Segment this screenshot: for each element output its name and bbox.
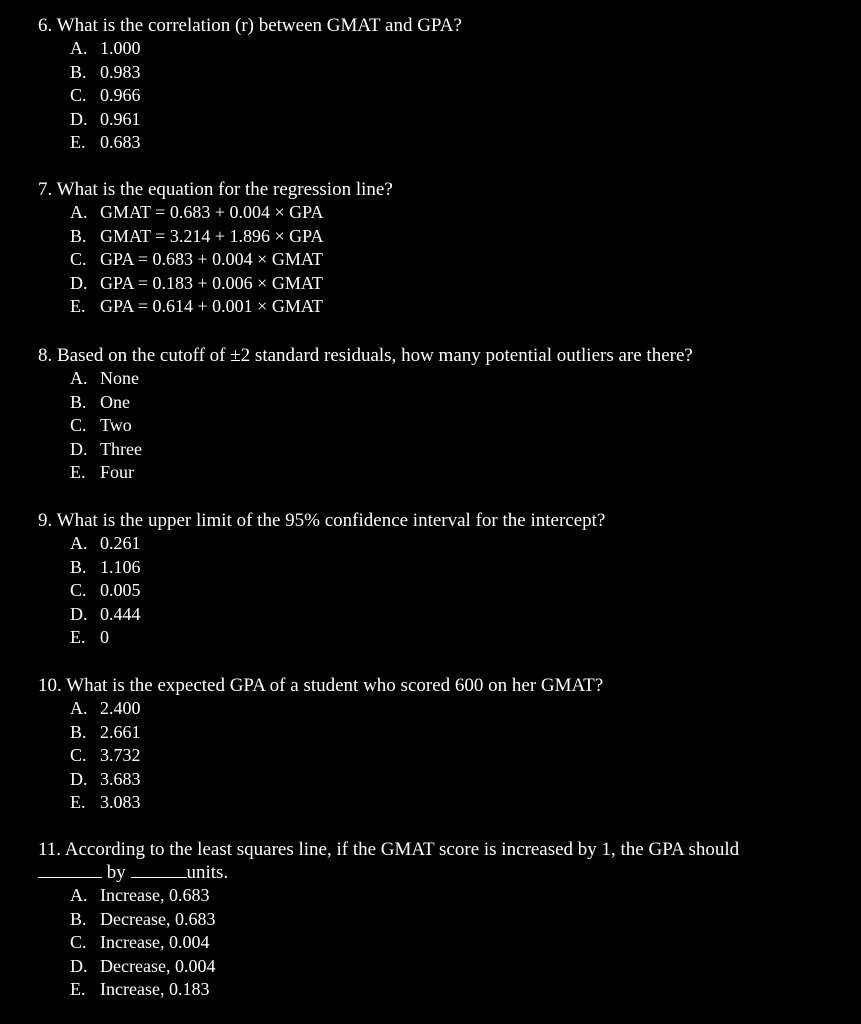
option-text: Increase, 0.683 xyxy=(100,885,210,905)
option-e xyxy=(70,131,838,155)
answer-options xyxy=(38,884,838,1002)
question-text-continued xyxy=(38,861,838,884)
option-text: Four xyxy=(100,462,135,482)
option-text: 0 xyxy=(100,627,109,647)
option-e xyxy=(70,626,838,650)
option-text: Increase, 0.004 xyxy=(100,932,210,952)
option-c xyxy=(70,414,838,438)
option-b xyxy=(70,61,838,85)
option-a xyxy=(70,532,838,556)
question-number: 9. xyxy=(38,510,53,531)
question-prompt: What is the correlation (r) between GMAT and GPA? xyxy=(56,15,462,36)
option-letter: A. xyxy=(70,202,88,222)
option-text: GMAT = 3.214 + 1.896 × GPA xyxy=(100,225,324,246)
option-text: 1.106 xyxy=(100,556,141,577)
option-letter: A. xyxy=(70,533,88,553)
answer-options xyxy=(38,201,838,319)
option-d xyxy=(70,768,838,792)
option-text: Decrease, 0.683 xyxy=(100,908,216,929)
option-letter: A. xyxy=(70,368,88,388)
answer-options xyxy=(38,37,838,155)
option-text: 0.005 xyxy=(100,580,141,600)
option-letter: E. xyxy=(70,627,86,647)
option-letter: A. xyxy=(70,885,88,905)
option-letter: D. xyxy=(70,603,88,624)
option-b xyxy=(70,556,838,580)
option-text: 0.261 xyxy=(100,533,141,553)
option-text: 0.961 xyxy=(100,108,141,129)
option-text: GPA = 0.614 + 0.001 × GMAT xyxy=(100,296,323,316)
option-letter: B. xyxy=(70,225,87,246)
option-letter: D. xyxy=(70,438,88,459)
option-text: 0.983 xyxy=(100,61,141,82)
question-prompt: Based on the cutoff of ±2 standard residuals, how many potential outliers are there? xyxy=(57,345,693,366)
option-letter: C. xyxy=(70,932,87,952)
question-text xyxy=(38,14,838,37)
question-text xyxy=(38,178,838,201)
question-7 xyxy=(38,178,838,319)
option-e xyxy=(70,791,838,815)
option-letter: D. xyxy=(70,768,88,789)
option-a xyxy=(70,37,838,61)
option-letter: E. xyxy=(70,792,86,812)
question-number: 8. xyxy=(38,345,53,366)
option-text: 2.661 xyxy=(100,721,141,742)
option-b xyxy=(70,225,838,249)
option-e xyxy=(70,295,838,319)
option-text: 0.966 xyxy=(100,85,141,105)
option-letter: E. xyxy=(70,979,86,999)
option-a xyxy=(70,367,838,391)
option-letter: B. xyxy=(70,61,87,82)
option-text: 2.400 xyxy=(100,698,141,718)
option-d xyxy=(70,955,838,979)
option-c xyxy=(70,248,838,272)
question-10 xyxy=(38,674,838,815)
option-letter: A. xyxy=(70,38,88,58)
option-letter: D. xyxy=(70,955,88,976)
option-text: Increase, 0.183 xyxy=(100,979,210,999)
option-text: Three xyxy=(100,438,142,459)
option-letter: C. xyxy=(70,85,87,105)
option-text: Decrease, 0.004 xyxy=(100,955,216,976)
answer-blank-amount xyxy=(131,863,187,878)
option-text: GPA = 0.683 + 0.004 × GMAT xyxy=(100,249,323,269)
option-letter: D. xyxy=(70,108,88,129)
option-b xyxy=(70,721,838,745)
option-text: GMAT = 0.683 + 0.004 × GPA xyxy=(100,202,324,222)
option-letter: C. xyxy=(70,580,87,600)
option-d xyxy=(70,603,838,627)
question-9 xyxy=(38,509,838,650)
option-e xyxy=(70,461,838,485)
question-number: 7. xyxy=(38,179,53,200)
option-c xyxy=(70,84,838,108)
option-letter: E. xyxy=(70,462,86,482)
question-units: units. xyxy=(186,862,229,883)
option-a xyxy=(70,884,838,908)
question-prompt: What is the expected GPA of a student who scored 600 on her GMAT? xyxy=(66,675,604,696)
option-text: 1.000 xyxy=(100,38,141,58)
option-letter: C. xyxy=(70,745,87,765)
question-text xyxy=(38,509,838,532)
option-e xyxy=(70,978,838,1002)
option-letter: B. xyxy=(70,908,87,929)
question-text xyxy=(38,344,838,367)
option-letter: C. xyxy=(70,249,87,269)
option-text: 0.683 xyxy=(100,132,141,152)
option-c xyxy=(70,744,838,768)
question-text xyxy=(38,838,838,861)
question-number: 6. xyxy=(38,15,53,36)
option-b xyxy=(70,908,838,932)
option-d xyxy=(70,438,838,462)
question-8 xyxy=(38,344,838,485)
question-6 xyxy=(38,14,838,155)
option-text: One xyxy=(100,391,130,412)
option-a xyxy=(70,201,838,225)
option-letter: C. xyxy=(70,415,87,435)
option-text: 3.083 xyxy=(100,792,141,812)
question-number: 11. xyxy=(38,839,62,860)
option-letter: B. xyxy=(70,556,87,577)
option-d xyxy=(70,272,838,296)
option-letter: D. xyxy=(70,272,88,293)
question-11 xyxy=(38,838,838,1002)
option-text: 3.683 xyxy=(100,768,141,789)
question-prompt: What is the equation for the regression line? xyxy=(56,179,393,200)
option-text: None xyxy=(100,368,139,388)
option-letter: A. xyxy=(70,698,88,718)
option-text: 3.732 xyxy=(100,745,141,765)
option-c xyxy=(70,931,838,955)
option-letter: E. xyxy=(70,296,86,316)
answer-options xyxy=(38,697,838,815)
option-letter: B. xyxy=(70,721,87,742)
option-letter: B. xyxy=(70,391,87,412)
question-text xyxy=(38,674,838,697)
option-text: 0.444 xyxy=(100,603,141,624)
answer-options xyxy=(38,367,838,485)
question-prompt: According to the least squares line, if the GMAT score is increased by 1, the GPA should xyxy=(64,839,740,860)
option-d xyxy=(70,108,838,132)
question-number: 10. xyxy=(38,675,62,696)
option-letter: E. xyxy=(70,132,86,152)
answer-options xyxy=(38,532,838,650)
option-text: Two xyxy=(100,415,132,435)
option-a xyxy=(70,697,838,721)
option-b xyxy=(70,391,838,415)
question-by: by xyxy=(106,862,126,883)
option-c xyxy=(70,579,838,603)
question-prompt: What is the upper limit of the 95% confidence interval for the intercept? xyxy=(56,510,606,531)
option-text: GPA = 0.183 + 0.006 × GMAT xyxy=(100,272,323,293)
answer-blank-direction xyxy=(38,863,102,878)
